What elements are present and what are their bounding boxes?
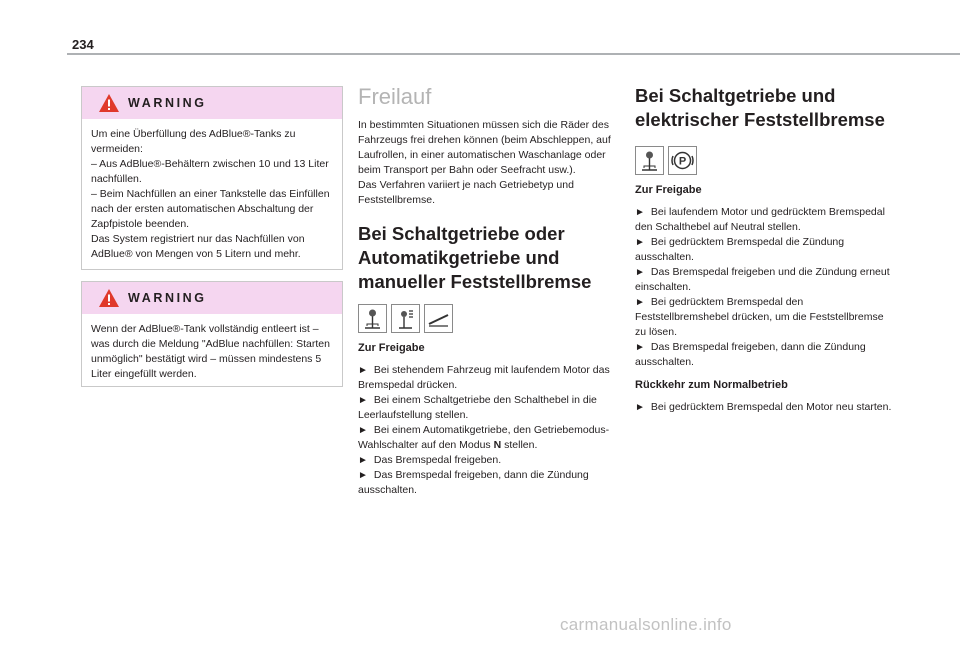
warning-triangle-icon (98, 93, 120, 113)
step-text: Das Bremspedal freigeben, dann die Zündung ausschalten. (358, 469, 589, 496)
step-text: Das Bremspedal freigeben, dann die Zündung ausschalten. (635, 341, 866, 368)
step-item (635, 340, 897, 370)
step-text: Bei einem Schaltgetriebe den Schalthebel in die Leerlaufstellung stellen. (358, 394, 597, 421)
gearbox-icons (635, 146, 897, 175)
warning-box-overfill (81, 86, 343, 270)
arrow-bullet-icon: ► (635, 402, 645, 413)
intro-text: In bestimmten Situationen müssen sich die Räder des Fahrzeugs frei drehen können (beim Abschleppen, auf Laufrollen, in einer automatischen Waschanlage oder beim Transport per Bahn oder Seefracht usw.). (358, 119, 611, 176)
subheading-normal-operation: Rückkehr zum Normalbetrieb (635, 379, 788, 391)
svg-text:P: P (678, 155, 687, 168)
step-item (635, 400, 897, 415)
arrow-bullet-icon: ► (635, 207, 645, 218)
warning-triangle-icon (98, 288, 120, 308)
section-heading-manual-brake: Bei Schaltgetriebe oder Automatikgetriebe und manueller Feststellbremse (358, 223, 592, 292)
warning-paragraph: Das System registriert nur das Nachfüllen von AdBlue® von Mengen von 5 Litern und mehr. (91, 233, 305, 260)
warning-header (82, 282, 342, 314)
column-electric-brake (635, 84, 897, 415)
arrow-bullet-icon: ► (635, 237, 645, 248)
gearbox-icons (358, 304, 620, 333)
section-heading-freilauf: Freilauf (358, 84, 432, 109)
automatic-gearbox-icon (391, 304, 420, 333)
step-item (635, 205, 897, 235)
page-number: 234 (72, 37, 94, 52)
warning-paragraph: Um eine Überfüllung des AdBlue®-Tanks zu vermeiden: (91, 128, 296, 155)
arrow-bullet-icon: ► (635, 342, 645, 353)
arrow-bullet-icon: ► (635, 297, 645, 308)
step-item (358, 423, 620, 453)
step-item (358, 393, 620, 423)
manual-gearbox-icon (635, 146, 664, 175)
steps-list (358, 363, 620, 498)
step-text: Bei stehendem Fahrzeug mit laufendem Motor das Bremspedal drücken. (358, 364, 610, 391)
warning-paragraph: – Beim Nachfüllen an einer Tankstelle das Einfüllen nach der ersten automatischen Abschaltung der Zapfpistole beenden. (91, 188, 330, 230)
subheading-release: Zur Freigabe (635, 184, 702, 196)
arrow-bullet-icon: ► (358, 425, 368, 436)
step-item (635, 295, 897, 340)
steps-list-2 (635, 400, 897, 415)
electric-parking-brake-icon (668, 146, 697, 175)
warning-title: WARNING (128, 96, 207, 110)
subheading-release: Zur Freigabe (358, 342, 425, 354)
step-item (358, 468, 620, 498)
step-text: Bei gedrücktem Bremspedal den Motor neu starten. (650, 401, 892, 413)
warning-paragraph: – Aus AdBlue®-Behältern zwischen 10 und 13 Liter nachfüllen. (91, 158, 329, 185)
warning-title: WARNING (128, 291, 207, 305)
section-heading-electric-brake: Bei Schaltgetriebe und elektrischer Feststellbremse (635, 85, 885, 130)
warning-header (82, 87, 342, 119)
step-item (358, 363, 620, 393)
step-text: Bei gedrücktem Bremspedal die Zündung ausschalten. (635, 236, 845, 263)
arrow-bullet-icon: ► (358, 470, 368, 481)
warning-box-empty-tank (81, 281, 343, 387)
arrow-bullet-icon: ► (358, 395, 368, 406)
step-item (358, 453, 620, 468)
manual-parking-brake-icon (424, 304, 453, 333)
steps-list (635, 205, 897, 370)
top-rule (67, 53, 960, 55)
step-text: Bei laufendem Motor und gedrücktem Bremspedal den Schalthebel auf Neutral stellen. (635, 206, 885, 233)
intro-text-2: Das Verfahren variiert je nach Getriebetyp und Feststellbremse. (358, 179, 574, 206)
manual-gearbox-icon (358, 304, 387, 333)
step-item (635, 235, 897, 265)
step-text: Bei einem Automatikgetriebe, den Getriebemodus-Wahlschalter auf den Modus (358, 424, 610, 451)
mode-n-label: N (493, 439, 502, 451)
arrow-bullet-icon: ► (358, 365, 368, 376)
step-item (635, 265, 897, 295)
warning-body (82, 119, 342, 271)
watermark-text: carmanualsonline.info (560, 615, 732, 634)
step-text: Bei gedrücktem Bremspedal den Feststellbremshebel drücken, um die Feststellbremse zu lösen. (635, 296, 884, 338)
warning-body (82, 314, 342, 391)
step-text: Das Bremspedal freigeben und die Zündung erneut einschalten. (635, 266, 890, 293)
column-freilauf (358, 84, 620, 498)
arrow-bullet-icon: ► (635, 267, 645, 278)
step-text: Das Bremspedal freigeben. (373, 454, 502, 466)
arrow-bullet-icon: ► (358, 455, 368, 466)
warning-paragraph: Wenn der AdBlue®-Tank vollständig entleert ist – was durch die Meldung "AdBlue nachfüllen: Starten unmöglich" bestätigt wird – müssen mindestens 5 Liter eingefüllt werden. (91, 323, 330, 380)
step-text-tail: stellen. (501, 439, 538, 451)
